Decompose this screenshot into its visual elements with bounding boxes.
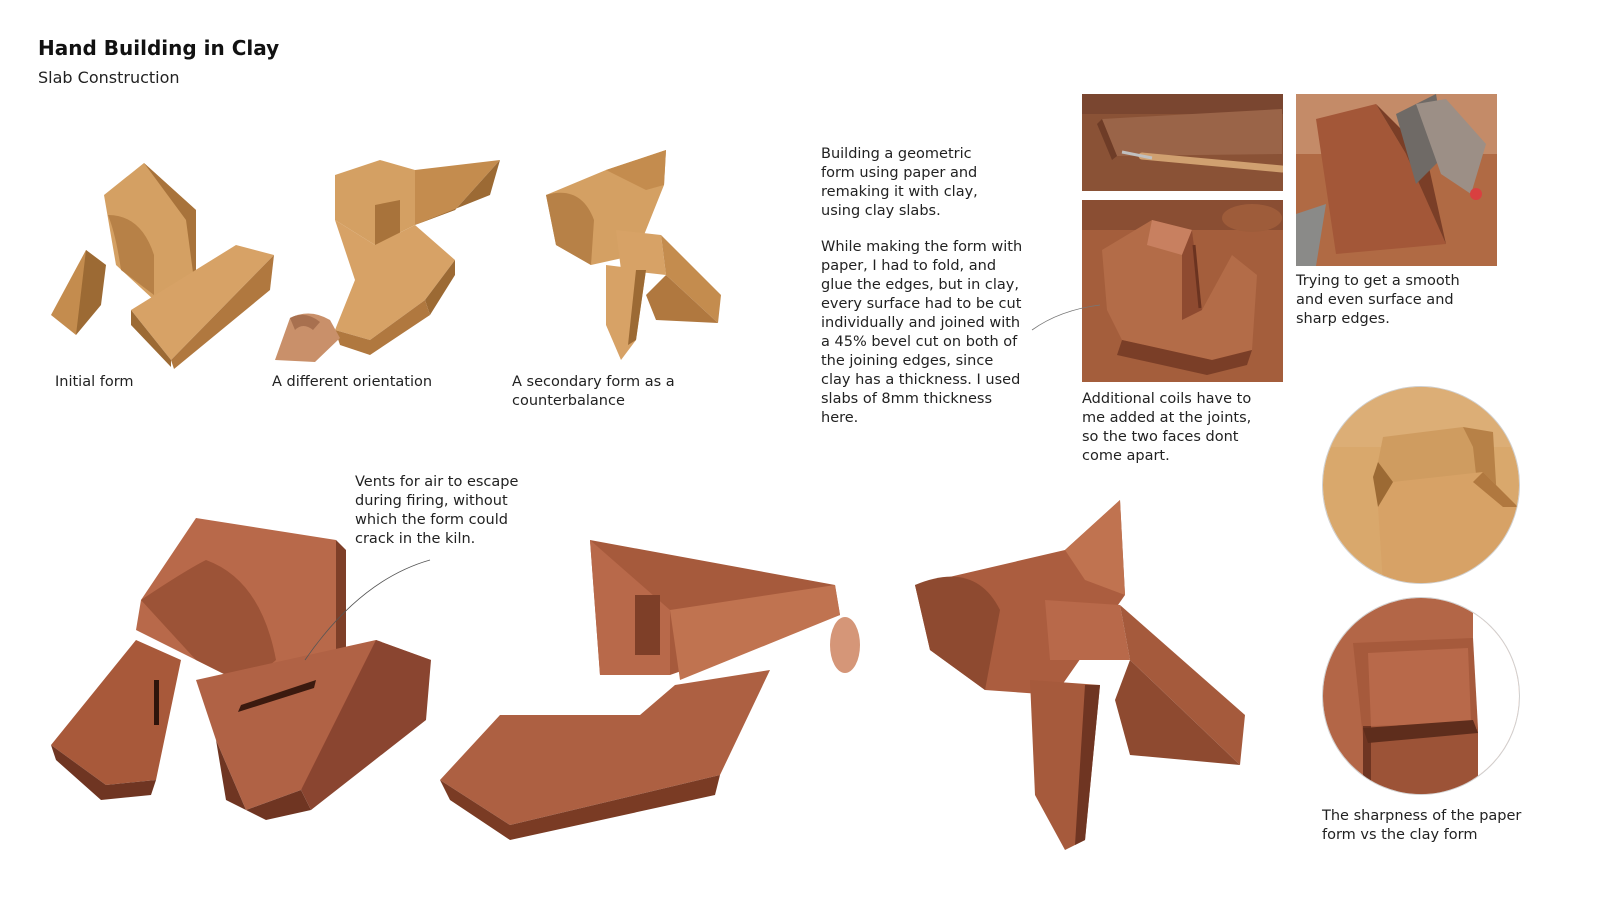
caption-smooth-surface: Trying to get a smooth and even surface and sharp edges. (1296, 273, 1460, 327)
circle-paper-detail (1322, 386, 1520, 584)
caption-secondary-form: A secondary form as a counterbalance (512, 374, 675, 409)
clay-form-secondary-image (905, 500, 1265, 860)
text-paper-vs-clay-process: While making the form with paper, I had to fold, and glue the edges, but in clay, every surface had to be cut individually and joined with a 45% bevel cut on both of the joining edges, since clay has a thickness. I used slabs of 8mm thickness here. (821, 239, 1023, 426)
caption-different-orientation: A different orientation (272, 374, 433, 390)
paper-form-secondary-image (536, 145, 726, 365)
clay-form-initial-image (46, 510, 436, 830)
text-geometric-form-intro: Building a geometric form using paper and remaking it with clay, using clay slabs. (821, 146, 978, 219)
photo-slab-cutting (1082, 94, 1283, 191)
page-title: Hand Building in Clay (38, 36, 280, 60)
circle-clay-detail (1322, 597, 1520, 795)
photo-coils-at-joints (1082, 200, 1283, 382)
clay-form-orientation-image (440, 535, 860, 850)
paper-form-orientation-image (275, 150, 505, 370)
page-subtitle: Slab Construction (38, 68, 180, 87)
caption-initial-form: Initial form (55, 374, 134, 390)
caption-sharpness-comparison: The sharpness of the paper form vs the clay form (1322, 808, 1522, 843)
photo-smoothing-edges (1296, 94, 1497, 266)
paper-form-initial-image (46, 155, 278, 370)
caption-additional-coils: Additional coils have to me added at the joints, so the two faces dont come apart. (1082, 391, 1252, 464)
caption-vents: Vents for air to escape during firing, without which the form could crack in the kiln. (355, 474, 519, 547)
